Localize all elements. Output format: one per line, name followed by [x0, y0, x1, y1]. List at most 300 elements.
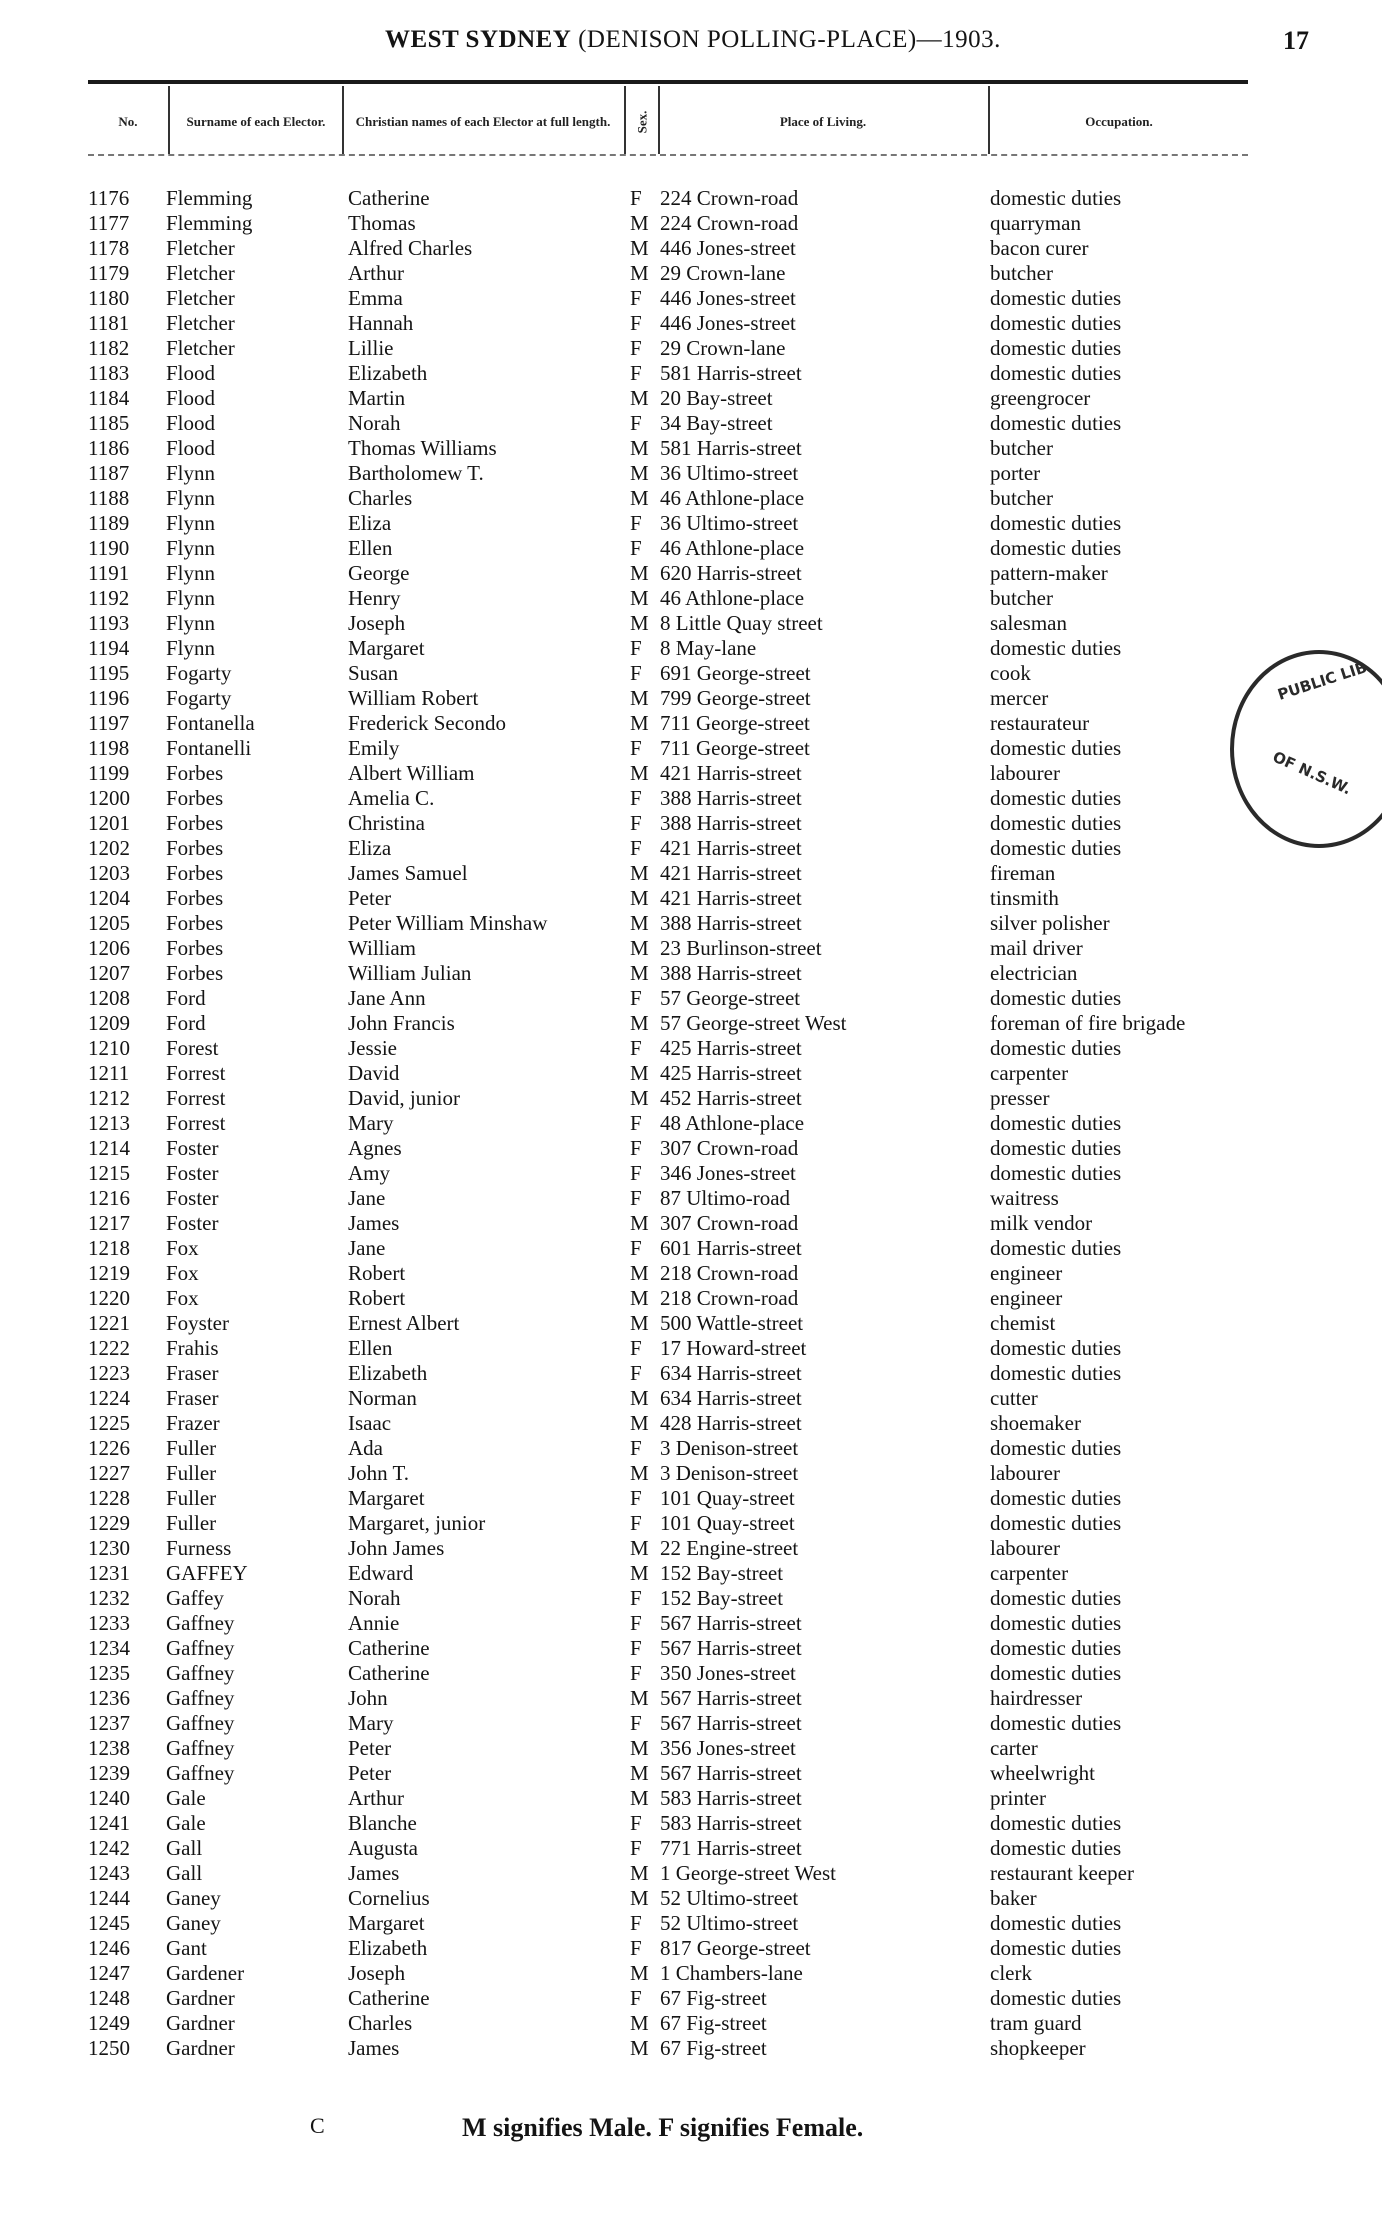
signature-marker: C: [310, 2113, 325, 2138]
table-row: [0, 1561, 1382, 1586]
elector-place-of-living: 22 Engine-street: [660, 1536, 799, 1560]
elector-occupation: cook: [990, 661, 1031, 685]
elector-place-of-living: 101 Quay-street: [660, 1511, 795, 1535]
elector-surname: Frazer: [166, 1411, 220, 1435]
elector-number: 1239: [88, 1761, 130, 1785]
elector-christian-names: Christina: [348, 811, 425, 835]
table-row: [0, 1661, 1382, 1686]
elector-number: 1201: [88, 811, 130, 835]
table-row: [0, 1936, 1382, 1961]
table-row: [0, 386, 1382, 411]
elector-occupation: tram guard: [990, 2011, 1082, 2035]
table-row: [0, 1336, 1382, 1361]
elector-occupation: greengrocer: [990, 386, 1091, 410]
elector-place-of-living: 52 Ultimo-street: [660, 1911, 799, 1935]
table-row: [0, 1361, 1382, 1386]
page-title: [385, 26, 1001, 54]
table-row: [0, 1436, 1382, 1461]
elector-number: 1186: [88, 436, 130, 460]
elector-surname: Flynn: [166, 586, 216, 610]
elector-sex: F: [630, 1611, 642, 1635]
elector-christian-names: Thomas: [348, 211, 416, 235]
elector-number: 1207: [88, 961, 130, 985]
table-row: [0, 1961, 1382, 1986]
elector-place-of-living: 581 Harris-street: [660, 436, 802, 460]
elector-christian-names: Bartholomew T.: [348, 461, 484, 485]
elector-sex: F: [630, 186, 642, 210]
elector-place-of-living: 3 Denison-street: [660, 1461, 799, 1485]
elector-christian-names: James Samuel: [348, 861, 468, 885]
elector-number: 1247: [88, 1961, 130, 1985]
elector-sex: F: [630, 1161, 642, 1185]
elector-occupation: clerk: [990, 1961, 1032, 1985]
elector-sex: F: [630, 661, 642, 685]
elector-christian-names: Jane Ann: [348, 986, 426, 1010]
column-header-place-of-living: Place of Living.: [779, 114, 867, 129]
elector-christian-names: James: [348, 2036, 400, 2060]
elector-occupation: domestic duties: [990, 1611, 1122, 1635]
elector-christian-names: Henry: [348, 586, 401, 610]
elector-place-of-living: 36 Ultimo-street: [660, 461, 799, 485]
table-row: [0, 361, 1382, 386]
table-row: [0, 911, 1382, 936]
elector-sex: F: [630, 1511, 642, 1535]
elector-occupation: foreman of fire brigade: [990, 1011, 1186, 1035]
elector-surname: Fletcher: [166, 261, 235, 285]
elector-number: 1233: [88, 1611, 130, 1635]
table-row: [0, 1236, 1382, 1261]
table-row: [0, 661, 1382, 686]
elector-place-of-living: 446 Jones-street: [660, 286, 796, 310]
elector-christian-names: William: [348, 936, 416, 960]
elector-sex: M: [630, 1386, 649, 1410]
table-row: [0, 1286, 1382, 1311]
elector-sex: M: [630, 1761, 649, 1785]
elector-christian-names: Agnes: [348, 1136, 402, 1160]
elector-number: 1227: [88, 1461, 130, 1485]
elector-christian-names: Ellen: [348, 536, 393, 560]
elector-place-of-living: 428 Harris-street: [660, 1411, 802, 1435]
elector-occupation: engineer: [990, 1286, 1063, 1310]
elector-occupation: domestic duties: [990, 1161, 1122, 1185]
elector-surname: Gale: [166, 1811, 206, 1835]
elector-number: 1238: [88, 1736, 130, 1760]
elector-christian-names: Annie: [348, 1611, 400, 1635]
elector-christian-names: Joseph: [348, 611, 406, 635]
elector-surname: Fuller: [166, 1511, 217, 1535]
elector-occupation: carpenter: [990, 1561, 1069, 1585]
elector-surname: Ganey: [166, 1886, 221, 1910]
elector-place-of-living: 48 Athlone-place: [660, 1111, 805, 1135]
elector-sex: M: [630, 1886, 649, 1910]
elector-occupation: butcher: [990, 261, 1053, 285]
elector-surname: Fletcher: [166, 236, 235, 260]
elector-christian-names: Albert William: [348, 761, 475, 785]
elector-surname: Gant: [166, 1936, 207, 1960]
elector-surname: Gaffey: [166, 1586, 224, 1610]
elector-occupation: domestic duties: [990, 1111, 1122, 1135]
table-row: [0, 1536, 1382, 1561]
elector-surname: Fogarty: [166, 661, 232, 685]
column-header-surname: Surname of each Elector.: [186, 114, 326, 129]
elector-place-of-living: 67 Fig-street: [660, 2011, 767, 2035]
elector-surname: Flynn: [166, 561, 216, 585]
elector-sex: F: [630, 1636, 642, 1660]
elector-surname: Gaffney: [166, 1686, 235, 1710]
elector-occupation: quarryman: [990, 211, 1081, 235]
elector-surname: Fraser: [166, 1386, 219, 1410]
sex-legend: M signifies Male. F signifies Female.: [462, 2113, 864, 2142]
elector-number: 1244: [88, 1886, 130, 1910]
elector-number: 1237: [88, 1711, 130, 1735]
elector-christian-names: Peter: [348, 1736, 392, 1760]
table-row: [0, 411, 1382, 436]
elector-number: 1205: [88, 911, 130, 935]
elector-christian-names: John: [348, 1686, 388, 1710]
table-row: [0, 336, 1382, 361]
elector-christian-names: Ellen: [348, 1336, 393, 1360]
column-header-christian-names: Christian names of each Elector at full length.: [355, 114, 611, 129]
elector-sex: M: [630, 1861, 649, 1885]
elector-occupation: domestic duties: [990, 1236, 1122, 1260]
table-row: [0, 1211, 1382, 1236]
elector-place-of-living: 446 Jones-street: [660, 311, 796, 335]
table-row: [0, 1636, 1382, 1661]
sex-legend-footnote: [0, 2113, 1382, 2149]
elector-surname: Fletcher: [166, 311, 235, 335]
table-row: [0, 311, 1382, 336]
table-row: [0, 1386, 1382, 1411]
elector-place-of-living: 67 Fig-street: [660, 2036, 767, 2060]
table-row: [0, 836, 1382, 861]
elector-occupation: electrician: [990, 961, 1078, 985]
elector-christian-names: Amelia C.: [348, 786, 435, 810]
elector-occupation: carpenter: [990, 1061, 1069, 1085]
table-row: [0, 811, 1382, 836]
elector-sex: F: [630, 1186, 642, 1210]
table-row: [0, 1736, 1382, 1761]
elector-sex: F: [630, 1361, 642, 1385]
elector-christian-names: James: [348, 1211, 400, 1235]
elector-number: 1243: [88, 1861, 130, 1885]
elector-christian-names: Arthur: [348, 1786, 404, 1810]
elector-number: 1249: [88, 2011, 130, 2035]
elector-place-of-living: 46 Athlone-place: [660, 586, 805, 610]
elector-surname: Forrest: [166, 1061, 226, 1085]
elector-place-of-living: 29 Crown-lane: [660, 261, 786, 285]
elector-surname: Ganey: [166, 1911, 221, 1935]
elector-number: 1236: [88, 1686, 130, 1710]
elector-occupation: carter: [990, 1736, 1038, 1760]
elector-sex: F: [630, 1936, 642, 1960]
elector-occupation: cutter: [990, 1386, 1038, 1410]
elector-sex: F: [630, 511, 642, 535]
elector-sex: M: [630, 386, 649, 410]
elector-sex: M: [630, 911, 649, 935]
elector-surname: Flemming: [166, 211, 253, 235]
elector-surname: Flynn: [166, 511, 216, 535]
elector-sex: F: [630, 1486, 642, 1510]
page-title-electorate: WEST SYDNEY: [385, 26, 572, 53]
elector-place-of-living: 388 Harris-street: [660, 786, 802, 810]
elector-place-of-living: 67 Fig-street: [660, 1986, 767, 2010]
elector-number: 1234: [88, 1636, 130, 1660]
elector-occupation: baker: [990, 1886, 1037, 1910]
elector-christian-names: Margaret: [348, 1911, 425, 1935]
elector-sex: M: [630, 686, 649, 710]
column-header-sex-label: Sex.: [634, 110, 649, 134]
elector-sex: M: [630, 611, 649, 635]
elector-christian-names: Charles: [348, 486, 413, 510]
elector-surname: Forbes: [166, 886, 224, 910]
elector-sex: F: [630, 1986, 642, 2010]
elector-occupation: silver polisher: [990, 911, 1110, 935]
elector-occupation: domestic duties: [990, 786, 1122, 810]
elector-surname: Ford: [166, 986, 206, 1010]
elector-place-of-living: 224 Crown-road: [660, 211, 799, 235]
elector-christian-names: Emma: [348, 286, 403, 310]
table-row: [0, 1161, 1382, 1186]
elector-place-of-living: 452 Harris-street: [660, 1086, 802, 1110]
table-row: [0, 1686, 1382, 1711]
elector-occupation: fireman: [990, 861, 1056, 885]
elector-place-of-living: 771 Harris-street: [660, 1836, 802, 1860]
elector-surname: Forbes: [166, 836, 224, 860]
elector-surname: Fox: [166, 1286, 199, 1310]
elector-occupation: domestic duties: [990, 286, 1122, 310]
elector-christian-names: Susan: [348, 661, 399, 685]
elector-place-of-living: 620 Harris-street: [660, 561, 802, 585]
elector-sex: M: [630, 1061, 649, 1085]
elector-place-of-living: 52 Ultimo-street: [660, 1886, 799, 1910]
table-row: [0, 1711, 1382, 1736]
elector-sex: M: [630, 1561, 649, 1585]
elector-christian-names: Eliza: [348, 511, 392, 535]
table-row: [0, 1836, 1382, 1861]
elector-place-of-living: 307 Crown-road: [660, 1136, 799, 1160]
elector-occupation: domestic duties: [990, 1936, 1122, 1960]
elector-christian-names: Charles: [348, 2011, 413, 2035]
elector-sex: M: [630, 1736, 649, 1760]
elector-sex: M: [630, 2036, 649, 2060]
elector-surname: Forrest: [166, 1111, 226, 1135]
elector-occupation: domestic duties: [990, 1511, 1122, 1535]
elector-surname: Flynn: [166, 486, 216, 510]
table-row: [0, 961, 1382, 986]
elector-occupation: domestic duties: [990, 1711, 1122, 1735]
elector-place-of-living: 8 Little Quay street: [660, 611, 823, 635]
elector-surname: Forbes: [166, 786, 224, 810]
elector-sex: M: [630, 1686, 649, 1710]
table-row: [0, 236, 1382, 261]
table-row: [0, 1086, 1382, 1111]
elector-surname: Gardner: [166, 2011, 235, 2035]
elector-christian-names: Mary: [348, 1111, 394, 1135]
elector-surname: Gardner: [166, 2036, 235, 2060]
elector-occupation: shopkeeper: [990, 2036, 1086, 2060]
table-row: [0, 1861, 1382, 1886]
elector-christian-names: Jessie: [348, 1036, 397, 1060]
table-row: [0, 1461, 1382, 1486]
elector-occupation: domestic duties: [990, 336, 1122, 360]
elector-sex: M: [630, 561, 649, 585]
elector-sex: M: [630, 761, 649, 785]
elector-christian-names: Peter William Minshaw: [348, 911, 548, 935]
elector-place-of-living: 8 May-lane: [660, 636, 757, 660]
elector-number: 1229: [88, 1511, 130, 1535]
elector-number: 1216: [88, 1186, 130, 1210]
table-row: [0, 461, 1382, 486]
elector-sex: F: [630, 636, 642, 660]
elector-number: 1187: [88, 461, 130, 485]
elector-place-of-living: 711 George-street: [660, 711, 810, 735]
table-row: [0, 1061, 1382, 1086]
elector-sex: F: [630, 836, 642, 860]
elector-christian-names: Hannah: [348, 311, 414, 335]
elector-occupation: domestic duties: [990, 1361, 1122, 1385]
elector-number: 1206: [88, 936, 130, 960]
elector-surname: Fletcher: [166, 336, 235, 360]
elector-occupation: mail driver: [990, 936, 1083, 960]
elector-occupation: domestic duties: [990, 1661, 1122, 1685]
elector-number: 1240: [88, 1786, 130, 1810]
elector-place-of-living: 567 Harris-street: [660, 1686, 802, 1710]
elector-number: 1194: [88, 636, 130, 660]
elector-number: 1182: [88, 336, 130, 360]
elector-sex: F: [630, 411, 642, 435]
elector-place-of-living: 567 Harris-street: [660, 1761, 802, 1785]
table-row: [0, 611, 1382, 636]
elector-number: 1177: [88, 211, 130, 235]
elector-sex: M: [630, 886, 649, 910]
elector-surname: Fuller: [166, 1436, 217, 1460]
elector-christian-names: Martin: [348, 386, 406, 410]
elector-occupation: domestic duties: [990, 411, 1122, 435]
elector-place-of-living: 421 Harris-street: [660, 886, 802, 910]
elector-christian-names: Cornelius: [348, 1886, 430, 1910]
elector-christian-names: John Francis: [348, 1011, 455, 1035]
elector-place-of-living: 218 Crown-road: [660, 1286, 799, 1310]
elector-surname: Flynn: [166, 636, 216, 660]
elector-sex: M: [630, 861, 649, 885]
elector-place-of-living: 3 Denison-street: [660, 1436, 799, 1460]
elector-occupation: domestic duties: [990, 1436, 1122, 1460]
elector-number: 1176: [88, 186, 130, 210]
elector-place-of-living: 425 Harris-street: [660, 1061, 802, 1085]
elector-occupation: domestic duties: [990, 1336, 1122, 1360]
elector-occupation: domestic duties: [990, 1986, 1122, 2010]
table-row: [0, 1111, 1382, 1136]
table-row: [0, 486, 1382, 511]
table-row: [0, 1511, 1382, 1536]
elector-surname: Fuller: [166, 1461, 217, 1485]
elector-christian-names: Isaac: [348, 1411, 392, 1435]
elector-list: [0, 186, 1382, 2061]
elector-surname: Gaffney: [166, 1761, 235, 1785]
elector-number: 1222: [88, 1336, 130, 1360]
table-row: [0, 786, 1382, 811]
elector-sex: F: [630, 1661, 642, 1685]
elector-sex: F: [630, 1436, 642, 1460]
elector-occupation: domestic duties: [990, 1911, 1122, 1935]
elector-place-of-living: 87 Ultimo-road: [660, 1186, 791, 1210]
elector-number: 1250: [88, 2036, 130, 2060]
elector-surname: Foster: [166, 1136, 219, 1160]
table-row: [0, 1136, 1382, 1161]
table-row: [0, 1886, 1382, 1911]
page-number: 17: [1283, 26, 1309, 55]
elector-surname: Frahis: [166, 1336, 219, 1360]
elector-surname: Fletcher: [166, 286, 235, 310]
elector-number: 1215: [88, 1161, 130, 1185]
elector-christian-names: Norman: [348, 1386, 417, 1410]
elector-sex: M: [630, 211, 649, 235]
elector-occupation: domestic duties: [990, 536, 1122, 560]
elector-place-of-living: 29 Crown-lane: [660, 336, 786, 360]
elector-occupation: domestic duties: [990, 361, 1122, 385]
elector-number: 1230: [88, 1536, 130, 1560]
elector-number: 1193: [88, 611, 130, 635]
elector-occupation: restaurant keeper: [990, 1861, 1134, 1885]
elector-number: 1209: [88, 1011, 130, 1035]
elector-place-of-living: 388 Harris-street: [660, 811, 802, 835]
elector-number: 1197: [88, 711, 130, 735]
elector-surname: Gale: [166, 1786, 206, 1810]
elector-christian-names: David: [348, 1061, 400, 1085]
elector-sex: F: [630, 1836, 642, 1860]
elector-number: 1226: [88, 1436, 130, 1460]
elector-place-of-living: 46 Athlone-place: [660, 536, 805, 560]
elector-christian-names: Margaret: [348, 636, 425, 660]
table-row: [0, 686, 1382, 711]
library-stamp: PUBLIC LIB OF N.S.W.: [1230, 650, 1382, 848]
elector-occupation: shoemaker: [990, 1411, 1081, 1435]
elector-place-of-living: 218 Crown-road: [660, 1261, 799, 1285]
elector-number: 1210: [88, 1036, 130, 1060]
table-row: [0, 861, 1382, 886]
elector-number: 1192: [88, 586, 130, 610]
elector-sex: F: [630, 1911, 642, 1935]
table-row: [0, 436, 1382, 461]
elector-sex: M: [630, 1286, 649, 1310]
elector-sex: F: [630, 286, 642, 310]
elector-place-of-living: 101 Quay-street: [660, 1486, 795, 1510]
elector-christian-names: William Julian: [348, 961, 472, 985]
elector-place-of-living: 583 Harris-street: [660, 1811, 802, 1835]
table-row: [0, 1036, 1382, 1061]
elector-occupation: labourer: [990, 761, 1060, 785]
table-row: [0, 1786, 1382, 1811]
elector-christian-names: Elizabeth: [348, 1361, 428, 1385]
elector-place-of-living: 388 Harris-street: [660, 911, 802, 935]
elector-surname: Flood: [166, 436, 216, 460]
elector-sex: M: [630, 436, 649, 460]
elector-number: 1246: [88, 1936, 130, 1960]
table-row: [0, 211, 1382, 236]
elector-number: 1228: [88, 1486, 130, 1510]
elector-place-of-living: 799 George-street: [660, 686, 811, 710]
table-row: [0, 536, 1382, 561]
elector-number: 1217: [88, 1211, 130, 1235]
elector-surname: Gaffney: [166, 1636, 235, 1660]
elector-place-of-living: 634 Harris-street: [660, 1386, 802, 1410]
elector-place-of-living: 152 Bay-street: [660, 1561, 784, 1585]
elector-occupation: butcher: [990, 436, 1053, 460]
elector-occupation: labourer: [990, 1461, 1060, 1485]
table-row: [0, 986, 1382, 1011]
elector-occupation: domestic duties: [990, 1811, 1122, 1835]
table-row: [0, 186, 1382, 211]
